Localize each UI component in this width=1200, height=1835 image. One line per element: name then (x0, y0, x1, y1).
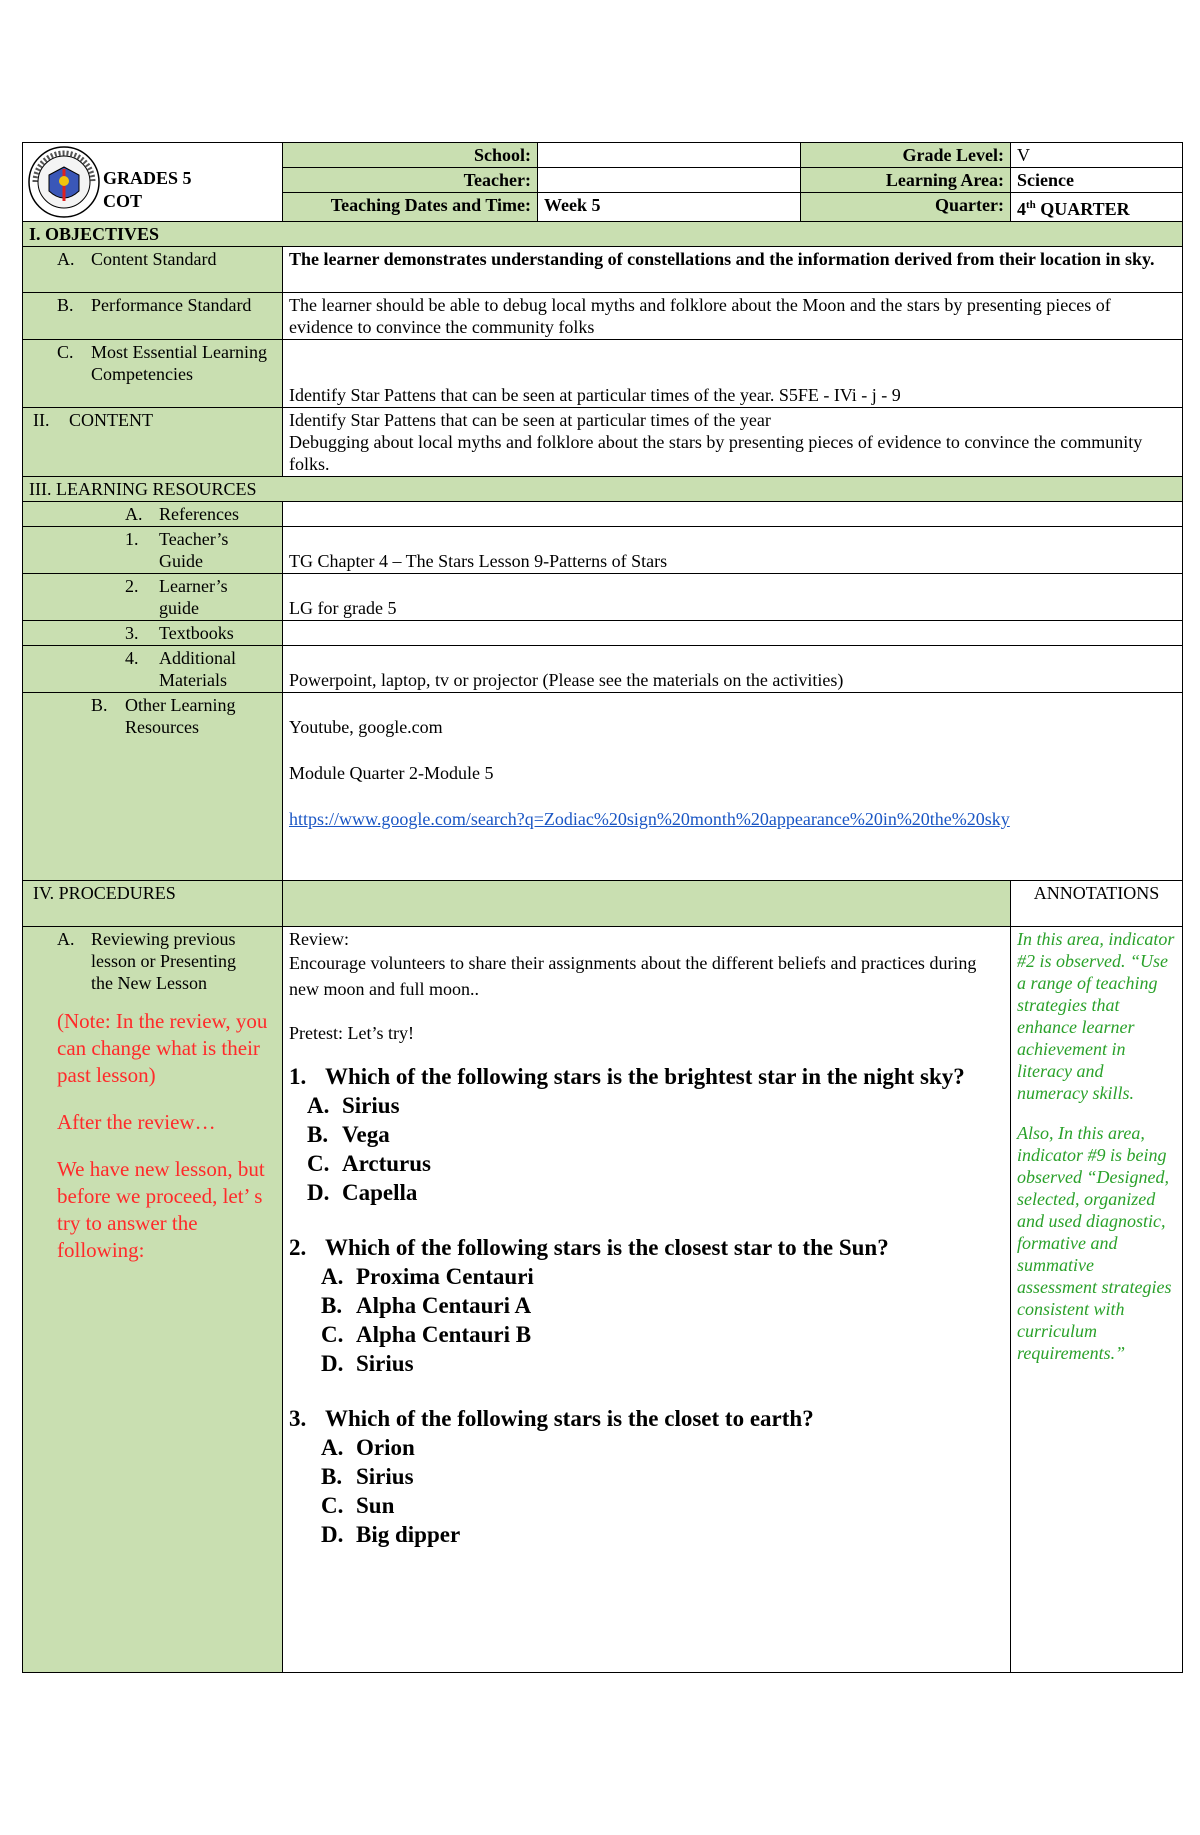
dates-label: Teaching Dates and Time: (283, 193, 538, 222)
question-number: 1. (289, 1064, 307, 1089)
note-new-lesson: We have new lesson, but before we proceed, let’ s try to answer the following: (57, 1157, 265, 1262)
additional-materials-number: 4. (125, 648, 139, 668)
additional-materials-label (23, 646, 283, 693)
melc-title: Most Essential Learning Competencies (91, 342, 267, 384)
lesson-plan-table (22, 142, 1183, 1673)
teachers-guide-title: Teacher’s Guide (159, 529, 229, 571)
option-a[interactable]: A. Proxima Centauri (321, 1264, 534, 1289)
review-label: Review: (289, 929, 349, 949)
quarter-text: QUARTER (1035, 199, 1130, 219)
quarter-suffix: th (1026, 199, 1036, 211)
question-1 (289, 1062, 1004, 1207)
other-resources-line-1: Youtube, google.com (289, 717, 443, 737)
content-text (283, 408, 1183, 477)
teachers-guide-number: 1. (125, 529, 139, 549)
teacher-value[interactable] (538, 168, 801, 193)
cot-label: COT (103, 191, 143, 211)
content-numeral: II. (33, 410, 50, 430)
performance-standard-title: Performance Standard (91, 295, 252, 315)
performance-standard-text: The learner should be able to debug local myths and folklore about the Moon and the stars by presenting pieces of evidence to convince the community folks (283, 293, 1183, 340)
learners-guide-label (23, 574, 283, 621)
content-line-2: Debugging about local myths and folklore about the stars by presenting pieces of evidence to convince the community folks. (289, 432, 1143, 474)
review-lesson-letter: A. (57, 929, 75, 949)
option-d[interactable]: D. Sirius (321, 1351, 414, 1376)
procedures-heading-blank (283, 881, 1011, 927)
quarter-value[interactable] (1011, 193, 1183, 222)
content-standard-title: Content Standard (91, 249, 217, 269)
content-standard-label (23, 247, 283, 293)
learners-guide-title: Learner’s guide (159, 576, 228, 618)
grade-level-value[interactable]: V (1011, 143, 1183, 168)
other-resources-letter: B. (91, 695, 108, 715)
annotations-cell (1011, 927, 1183, 1673)
performance-standard-letter: B. (57, 295, 74, 315)
note-change-lesson: (Note: In the review, you can change what is their past lesson) (57, 1009, 268, 1087)
lesson-plan-page (22, 142, 1182, 1673)
other-resources-value (283, 693, 1183, 881)
content-line-1: Identify Star Pattens that can be seen at particular times of the year (289, 410, 771, 430)
teacher-notes (57, 1008, 276, 1264)
procedures-heading: IV. PROCEDURES (23, 881, 283, 927)
learning-resources-heading: III. LEARNING RESOURCES (23, 477, 1183, 502)
review-text: Encourage volunteers to share their assignments about the different beliefs and practices during new moon and full moon.. (289, 953, 977, 999)
annotation-indicator-2: In this area, indicator #2 is observed. “Use a range of teaching strategies that enhance learner achievement in literacy and numeracy skills. (1017, 929, 1175, 1103)
deped-seal-icon (27, 145, 101, 219)
annotations-label: ANNOTATIONS (1011, 881, 1183, 927)
references-label (23, 502, 283, 527)
learners-guide-number: 2. (125, 576, 139, 596)
other-resources-label (23, 693, 283, 881)
content-title: CONTENT (69, 410, 153, 430)
pretest-label: Pretest: Let’s try! (289, 1023, 414, 1043)
question-text: Which of the following stars is the brightest star in the night sky? (325, 1064, 965, 1089)
question-3 (289, 1404, 1004, 1549)
pretest-questions (289, 1062, 1004, 1549)
question-text: Which of the following stars is the closet to earth? (325, 1406, 814, 1431)
performance-standard-label (23, 293, 283, 340)
references-title: References (159, 504, 239, 524)
option-d[interactable]: D. Big dipper (321, 1522, 461, 1547)
textbooks-title: Textbooks (159, 623, 234, 643)
dates-value[interactable]: Week 5 (538, 193, 801, 222)
question-number: 2. (289, 1235, 307, 1260)
melc-text: Identify Star Pattens that can be seen at particular times of the year. S5FE - IVi - j - 9 (283, 340, 1183, 408)
school-label: School: (283, 143, 538, 168)
review-lesson-title: Reviewing previous lesson or Presenting the New Lesson (91, 929, 236, 993)
option-b[interactable]: B. Alpha Centauri A (321, 1293, 532, 1318)
quarter-label: Quarter: (801, 193, 1011, 222)
header-logo-cell (23, 143, 283, 222)
textbooks-value (283, 621, 1183, 646)
melc-letter: C. (57, 342, 74, 362)
content-standard-text: The learner demonstrates understanding of constellations and the information derived from their location in sky. (283, 247, 1183, 293)
textbooks-label (23, 621, 283, 646)
learners-guide-value: LG for grade 5 (283, 574, 1183, 621)
learning-area-label: Learning Area: (801, 168, 1011, 193)
review-content (283, 927, 1011, 1673)
quarter-number: 4 (1017, 199, 1026, 219)
content-label (23, 408, 283, 477)
additional-materials-value: Powerpoint, laptop, tv or projector (Please see the materials on the activities) (283, 646, 1183, 693)
option-c[interactable]: C. Alpha Centauri B (321, 1322, 532, 1347)
learning-area-value[interactable]: Science (1011, 168, 1183, 193)
other-resources-line-2: Module Quarter 2-Module 5 (289, 763, 494, 783)
content-standard-letter: A. (57, 249, 75, 269)
question-text: Which of the following stars is the closest star to the Sun? (325, 1235, 889, 1260)
other-resources-title: Other Learning Resources (125, 695, 236, 737)
option-d[interactable]: D. Capella (307, 1180, 418, 1205)
option-b[interactable]: B. Vega (307, 1122, 390, 1147)
grade-level-label: Grade Level: (801, 143, 1011, 168)
note-after-review: After the review… (57, 1110, 216, 1134)
additional-materials-title: Additional Materials (159, 648, 236, 690)
teacher-label: Teacher: (283, 168, 538, 193)
annotation-indicator-9: Also, In this area, indicator #9 is being observed “Designed, selected, organized and used diagnostic, formative and summative assessment strategies consistent with curriculum requirements.” (1017, 1123, 1172, 1363)
objectives-heading: I. OBJECTIVES (23, 222, 1183, 247)
question-2 (289, 1233, 1004, 1378)
option-b[interactable]: B. Sirius (321, 1464, 414, 1489)
grade-label: GRADES 5 (103, 168, 192, 188)
review-lesson-label (23, 927, 283, 1673)
option-c[interactable]: C. Arcturus (307, 1151, 432, 1176)
option-a[interactable]: A. Sirius (307, 1093, 400, 1118)
references-letter: A. (125, 504, 143, 524)
question-number: 3. (289, 1406, 307, 1431)
melc-label (23, 340, 283, 408)
zodiac-search-link[interactable]: https://www.google.com/search?q=Zodiac%20sign%20month%20appearance%20in%20the%20sky (289, 809, 1010, 829)
teachers-guide-value: TG Chapter 4 – The Stars Lesson 9-Patterns of Stars (283, 527, 1183, 574)
option-a[interactable]: A. Orion (321, 1435, 415, 1460)
teachers-guide-label (23, 527, 283, 574)
references-value (283, 502, 1183, 527)
school-value[interactable] (538, 143, 801, 168)
option-c[interactable]: C. Sun (321, 1493, 395, 1518)
textbooks-number: 3. (125, 623, 139, 643)
